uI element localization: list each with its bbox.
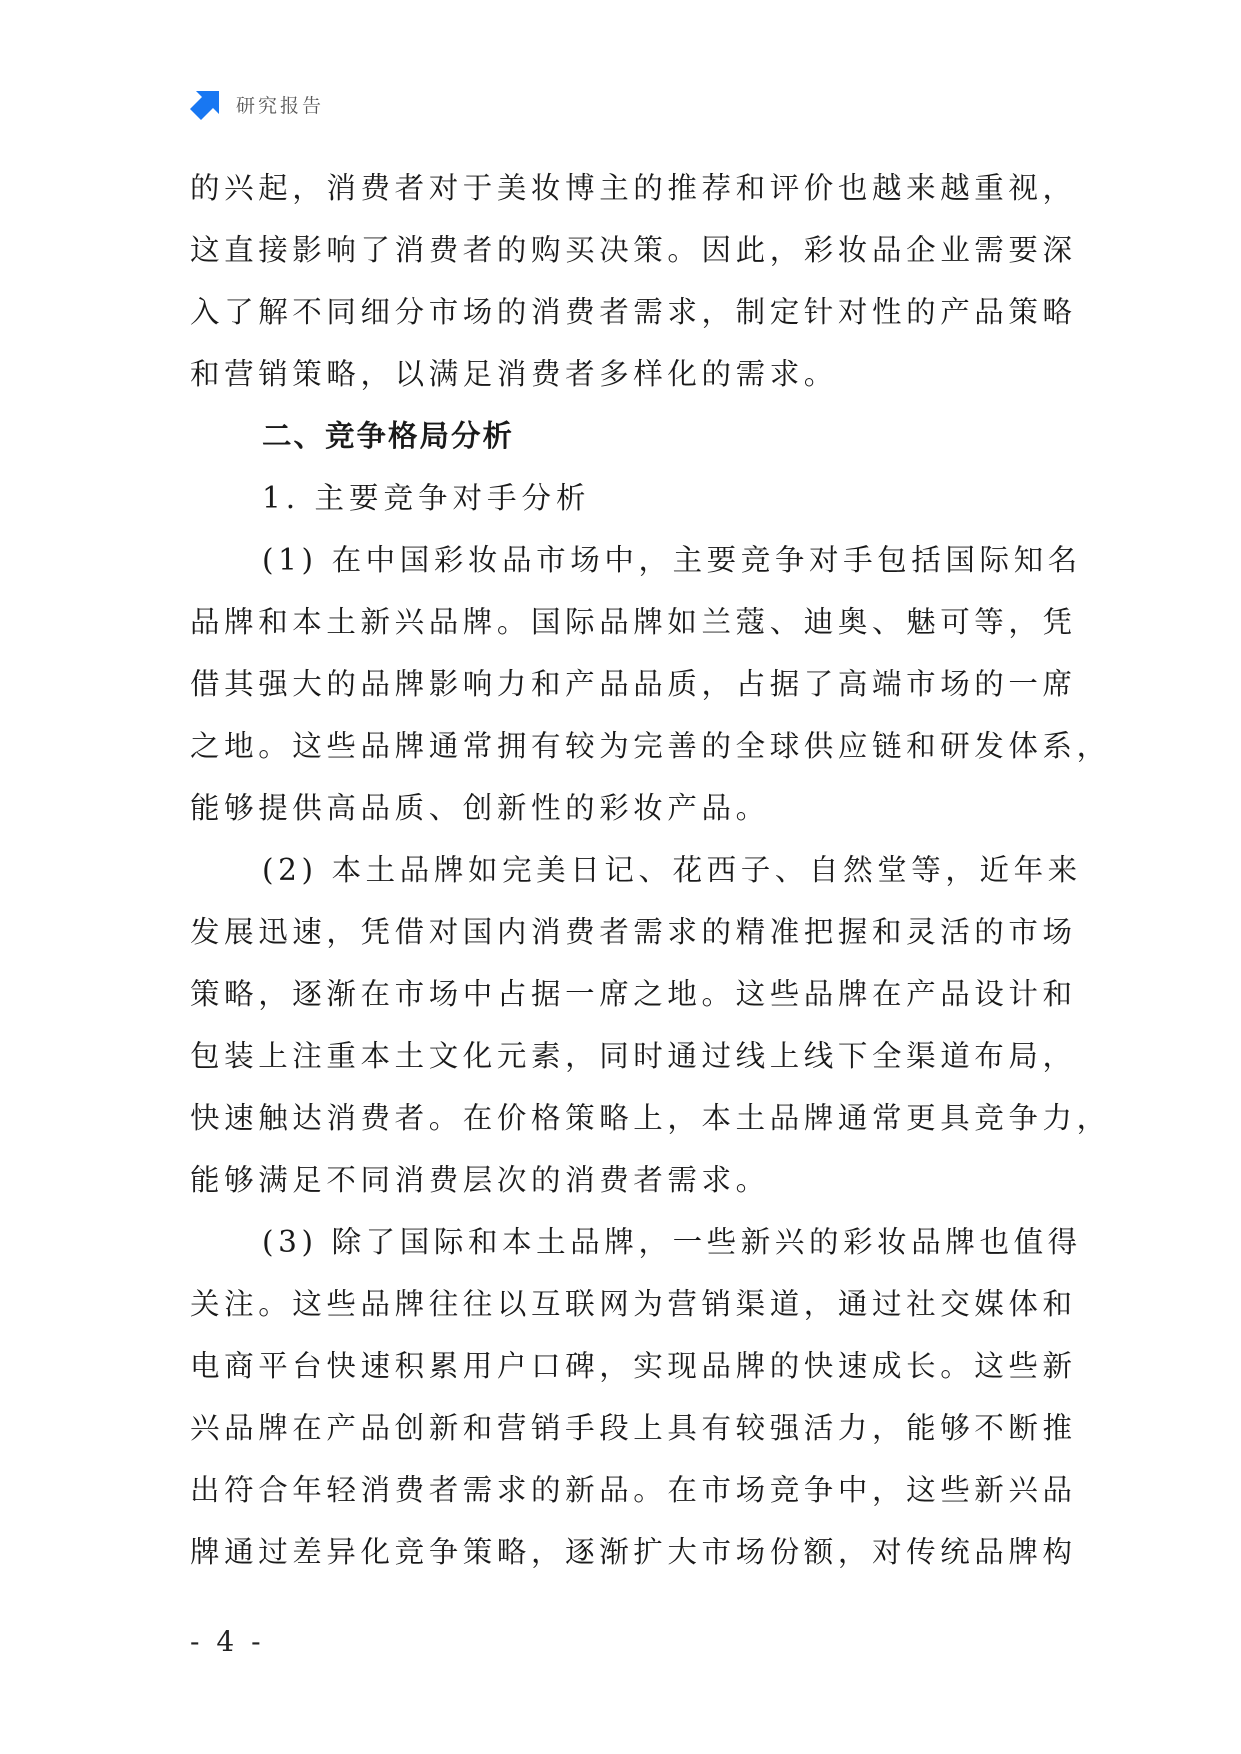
text-line: (3) 除了国际和本土品牌，一些新兴的彩妆品牌也值得 (262, 1225, 1082, 1259)
text-line: 品牌和本土新兴品牌。国际品牌如兰蔻、迪奥、魅可等，凭 (190, 605, 1077, 639)
document-body (190, 157, 1111, 1583)
text-line: 关注。这些品牌往往以互联网为营销渠道，通过社交媒体和 (190, 1287, 1077, 1321)
text-line: 的兴起，消费者对于美妆博主的推荐和评价也越来越重视， (190, 171, 1077, 205)
arrow-up-right-icon (190, 88, 222, 120)
header-title: 研究报告 (236, 94, 325, 117)
text-line: 这直接影响了消费者的购买决策。因此，彩妆品企业需要深 (190, 233, 1077, 267)
text-line: 兴品牌在产品创新和营销手段上具有较强活力，能够不断推 (190, 1411, 1077, 1445)
text-line: 包装上注重本土文化元素，同时通过线上线下全渠道布局， (190, 1039, 1077, 1073)
text-line: 能够提供高品质、创新性的彩妆产品。 (190, 791, 770, 825)
section-heading: 二、竞争格局分析 (262, 419, 515, 453)
text-line: 策略，逐渐在市场中占据一席之地。这些品牌在产品设计和 (190, 977, 1077, 1011)
text-line: 之地。这些品牌通常拥有较为完善的全球供应链和研发体系， (190, 729, 1111, 763)
text-line: 和营销策略，以满足消费者多样化的需求。 (190, 357, 838, 391)
text-line: 快速触达消费者。在价格策略上，本土品牌通常更具竞争力， (190, 1101, 1111, 1135)
subsection-heading: 1. 主要竞争对手分析 (262, 481, 591, 515)
text-line: 入了解不同细分市场的消费者需求，制定针对性的产品策略 (190, 295, 1077, 329)
text-line: 电商平台快速积累用户口碑，实现品牌的快速成长。这些新 (190, 1349, 1077, 1383)
text-line: 牌通过差异化竞争策略，逐渐扩大市场份额，对传统品牌构 (190, 1535, 1077, 1569)
page-number: - 4 - (190, 1625, 265, 1658)
text-line: 发展迅速，凭借对国内消费者需求的精准把握和灵活的市场 (190, 915, 1077, 949)
text-line: (2) 本土品牌如完美日记、花西子、自然堂等，近年来 (262, 853, 1082, 887)
text-line: 出符合年轻消费者需求的新品。在市场竞争中，这些新兴品 (190, 1473, 1077, 1507)
text-line: 借其强大的品牌影响力和产品品质，占据了高端市场的一席 (190, 667, 1077, 701)
page-header (190, 86, 324, 122)
text-line: (1) 在中国彩妆品市场中，主要竞争对手包括国际知名 (262, 543, 1082, 577)
text-line: 能够满足不同消费层次的消费者需求。 (190, 1163, 770, 1197)
